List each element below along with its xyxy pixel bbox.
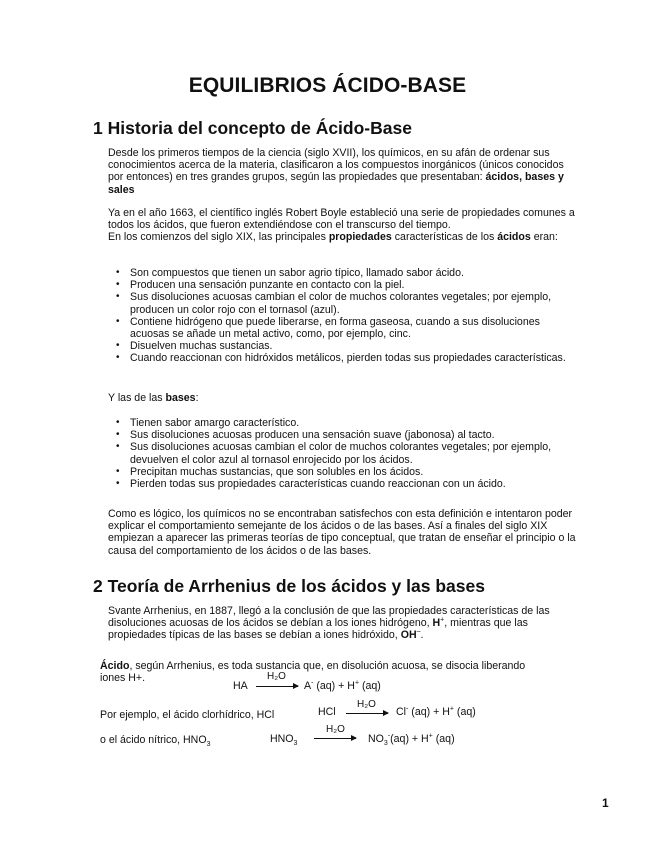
eq2-reactant: HCl: [318, 706, 336, 718]
page-number: 1: [602, 796, 609, 810]
arrhenius-pre: Svante Arrhenius, en 1887, llegó a la conclusión de que las propiedades características de las disoluciones acuosas de los ácidos se debían a los iones hidrógeno,: [108, 605, 550, 630]
bases-intro-post: :: [195, 392, 199, 404]
eq2-anion-state: (aq) + H: [408, 706, 450, 718]
eq3-reactant: [270, 733, 298, 748]
eq2-anion-charge: -: [406, 705, 409, 713]
eq3-reactant-formula: HNO: [270, 733, 294, 745]
bases-intro-pre: Y las de las: [108, 392, 166, 404]
eq2-solvent: H₂O: [357, 699, 376, 710]
eq1-anion-state: (aq) + H: [313, 680, 355, 692]
arrhenius-paragraph: [108, 605, 578, 642]
eq1-reactant: HA: [233, 680, 248, 692]
list-item: • Contiene hidrógeno que puede liberarse, en forma gaseosa, cuando a sus disoluciones acuosas se añade un metal activo, como, por ejemplo, cinc.: [108, 316, 578, 340]
eq3-reactant-sub: 3: [293, 740, 298, 748]
list-item: • Sus disoluciones acuosas producen una sensación suave (jabonosa) al tacto.: [108, 429, 578, 441]
acid-properties-list: [108, 267, 578, 365]
eq2-proton-charge: +: [449, 705, 454, 713]
eq2-arrow-icon: [346, 713, 388, 714]
boyle-line-2-mid: características de los: [391, 231, 498, 244]
list-item: • Pierden todas sus propiedades características cuando reaccionan con un ácido.: [108, 478, 578, 490]
acid-definition-rest: , según Arrhenius, es toda sustancia que, en disolución acuosa, se disocia liberando: [129, 660, 526, 672]
hydrogen-ion-charge: +: [440, 616, 445, 624]
intro-text: Desde los primeros tiempos de la ciencia (siglo XVII), los químicos, en su afán de ordenar sus conocimientos acerca de la materia, clasificaron a los compuestos inorgánicos (únicos conocidos por entonces) en tres grandes grupos, según las propiedades que presentaban:: [108, 147, 564, 184]
example-hno3-text: o el ácido nítrico, HNO: [100, 734, 207, 746]
boyle-bold-propiedades: propiedades: [328, 231, 392, 244]
eq1-solvent: H₂O: [267, 671, 286, 682]
boyle-line-1: Ya en el año 1663, el científico inglés Robert Boyle estableció una serie de propiedades comunes a todos los ácidos, que fueron extendiéndose con el transcurso del tiempo.: [108, 207, 575, 232]
eq1-anion-charge: -: [311, 679, 314, 687]
example-hcl-label: Por ejemplo, el ácido clorhídrico, HCl: [100, 709, 275, 721]
arrhenius-end: .: [420, 629, 424, 642]
section-2-heading: 2 Teoría de Arrhenius de los ácidos y las bases: [93, 576, 485, 596]
hydroxide-ion-charge: –: [416, 628, 421, 636]
list-item: • Producen una sensación punzante en contacto con la piel.: [108, 279, 578, 291]
acid-definition-bold: Ácido: [100, 660, 130, 672]
list-item: • Tienen sabor amargo característico.: [108, 417, 578, 429]
list-item: • Sus disoluciones acuosas cambian el color de muchos colorantes vegetales; por ejemplo, producen un color rojo con el tornasol (azul).: [108, 291, 578, 315]
eq2-proton-state: (aq): [453, 706, 476, 718]
example-hno3-sub: 3: [206, 741, 211, 749]
eq3-anion-state: (aq) + H: [390, 733, 429, 745]
section-1-intro: [108, 147, 578, 196]
list-item: • Cuando reaccionan con hidróxidos metálicos, pierden todas sus propiedades características.: [108, 352, 578, 364]
list-item: • Precipitan muchas sustancias, que son solubles en los ácidos.: [108, 466, 578, 478]
list-item: • Sus disoluciones acuosas cambian el color de muchos colorantes vegetales; por ejemplo, devuelven el color azul al tornasol enrojecido por los ácidos.: [108, 441, 578, 465]
eq1-anion: A: [304, 680, 312, 692]
boyle-paragraph: [108, 207, 578, 244]
eq3-proton-charge: +: [428, 732, 433, 740]
list-item: • Son compuestos que tienen un sabor agrio típico, llamado sabor ácido.: [108, 267, 578, 279]
list-item: • Disuelven muchas sustancias.: [108, 340, 578, 352]
boyle-line-2-pre: En los comienzos del siglo XIX, las principales: [108, 231, 329, 244]
hydroxide-ion: OH: [400, 629, 417, 642]
eq2-anion: Cl: [396, 706, 407, 718]
eq3-products: [368, 732, 455, 748]
eq1-arrow-icon: [256, 686, 298, 687]
eq3-solvent: H₂O: [326, 724, 345, 735]
acid-definition-line-2: iones H+.: [100, 672, 146, 684]
bases-intro-bold: bases: [165, 392, 196, 404]
bases-intro: [108, 392, 578, 404]
base-properties-list: [108, 417, 578, 490]
document-title: EQUILIBRIOS ÁCIDO-BASE: [188, 74, 467, 97]
hydrogen-ion: H: [432, 617, 441, 630]
eq3-arrow-icon: [314, 738, 356, 739]
eq3-proton-state: (aq): [432, 733, 455, 745]
eq1-products: [304, 680, 381, 692]
boyle-bold-acidos: ácidos: [497, 231, 531, 244]
eq3-anion-sub: 3: [383, 740, 388, 748]
section-1-conclusion: Como es lógico, los químicos no se encontraban satisfechos con esta definición e intentaron poder explicar el comportamiento semejante de los ácidos o de las bases. Así a finales del siglo XIX empiezan a aparecer las primeras teorías de tipo conceptual, que tratan de enseñar el principio o la causa del comportamiento de los ácidos o de las bases.: [108, 508, 576, 557]
intro-bold: ácidos, bases y sales: [108, 171, 564, 196]
section-1-heading: 1 Historia del concepto de Ácido-Base: [93, 118, 412, 138]
acid-definition-line-1: [100, 660, 525, 672]
eq3-anion-charge: -: [387, 732, 391, 740]
eq3-anion: NO: [368, 733, 384, 745]
eq1-proton-state: (aq): [359, 680, 381, 692]
example-hno3-label: [100, 734, 211, 749]
eq2-products: [396, 706, 476, 718]
eq1-proton-charge: +: [354, 679, 360, 687]
boyle-line-2-post: eran:: [530, 231, 558, 244]
arrhenius-mid: , mientras que las propiedades típicas de las bases se debían a iones hidróxido,: [108, 617, 528, 642]
